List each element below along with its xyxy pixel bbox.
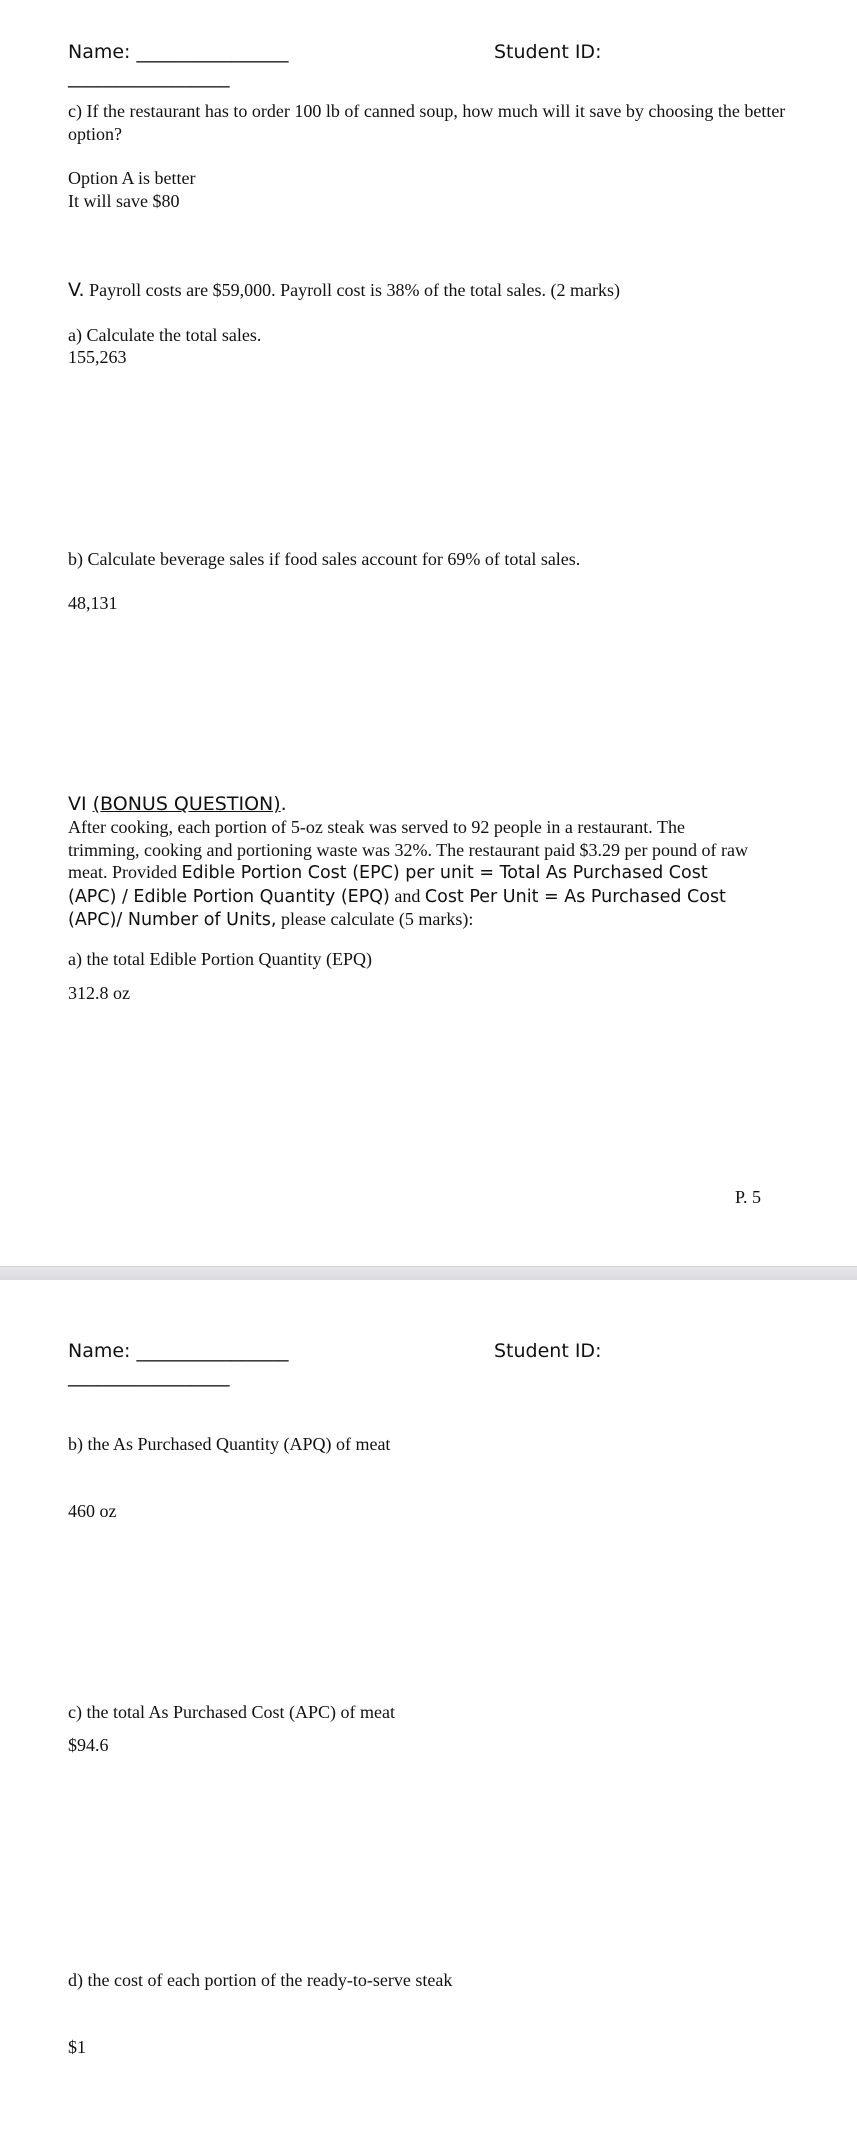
answer-c-line2: It will save $80: [68, 191, 180, 211]
question-vi-heading-end: .: [280, 793, 287, 815]
answer-v-a: 155,263: [68, 347, 127, 367]
answer-vi-d: $1: [68, 2037, 86, 2057]
document-page-2: [0, 1280, 857, 2148]
answer-vi-b: 460 oz: [68, 1501, 117, 1521]
and-word: and: [389, 885, 425, 906]
answer-vi-c: $94.6: [68, 1735, 109, 1755]
name-label: Name: ________________: [68, 1340, 289, 1362]
question-vi-b: b) the As Purchased Quantity (APQ) of meat: [68, 1434, 391, 1454]
question-v-text: Payroll costs are $59,000. Payroll cost is 38% of the total sales. (2 marks): [84, 280, 620, 300]
question-vi-c: c) the total As Purchased Cost (APC) of meat: [68, 1702, 395, 1722]
student-id-label: Student ID:: [494, 41, 602, 63]
formula-end: ,: [270, 910, 277, 930]
epc-formula: Edible Portion Cost (EPC) per unit = Total As Purchased Cost (APC) / Edible Portion Quantity (EPQ): [68, 863, 708, 907]
question-vi-intro: After cooking, each portion of 5-oz steak was served to 92 people in a restaurant. The trimming, cooking and portioning waste was 32%. The restaurant paid $3.29 per pound of raw meat. Provided: [68, 817, 749, 882]
answer-c-line1: Option A is better: [68, 168, 196, 188]
question-v-b: b) Calculate beverage sales if food sales account for 69% of total sales.: [68, 549, 581, 569]
answer-vi-a: 312.8 oz: [68, 983, 130, 1003]
header-underline: _________________: [68, 66, 230, 88]
name-label: Name: ________________: [68, 41, 289, 63]
question-vi-number: VI: [68, 793, 93, 815]
question-c: c) If the restaurant has to order 100 lb of canned soup, how much will it save by choosing the better option?: [68, 101, 786, 144]
header-underline: _________________: [68, 1365, 230, 1387]
question-v-a: a) Calculate the total sales.: [68, 325, 262, 345]
question-vi-a: a) the total Edible Portion Quantity (EPQ): [68, 949, 372, 969]
question-vi-body: [68, 816, 758, 932]
page-separator: [0, 1266, 857, 1281]
question-vi-heading: [68, 793, 287, 815]
cost-per-unit-formula: Cost Per Unit = As Purchased Cost (APC)/ Number of Units: [68, 886, 726, 930]
question-vi-d: d) the cost of each portion of the ready-to-serve steak: [68, 1970, 453, 1990]
question-v: [68, 279, 788, 302]
question-vi-closing: please calculate (5 marks):: [276, 909, 474, 929]
bonus-question-label: (BONUS QUESTION): [92, 793, 281, 815]
student-id-label: Student ID:: [494, 1340, 602, 1362]
page-number: P. 5: [735, 1187, 762, 1207]
question-v-number: V.: [68, 279, 85, 301]
answer-v-b: 48,131: [68, 593, 118, 613]
